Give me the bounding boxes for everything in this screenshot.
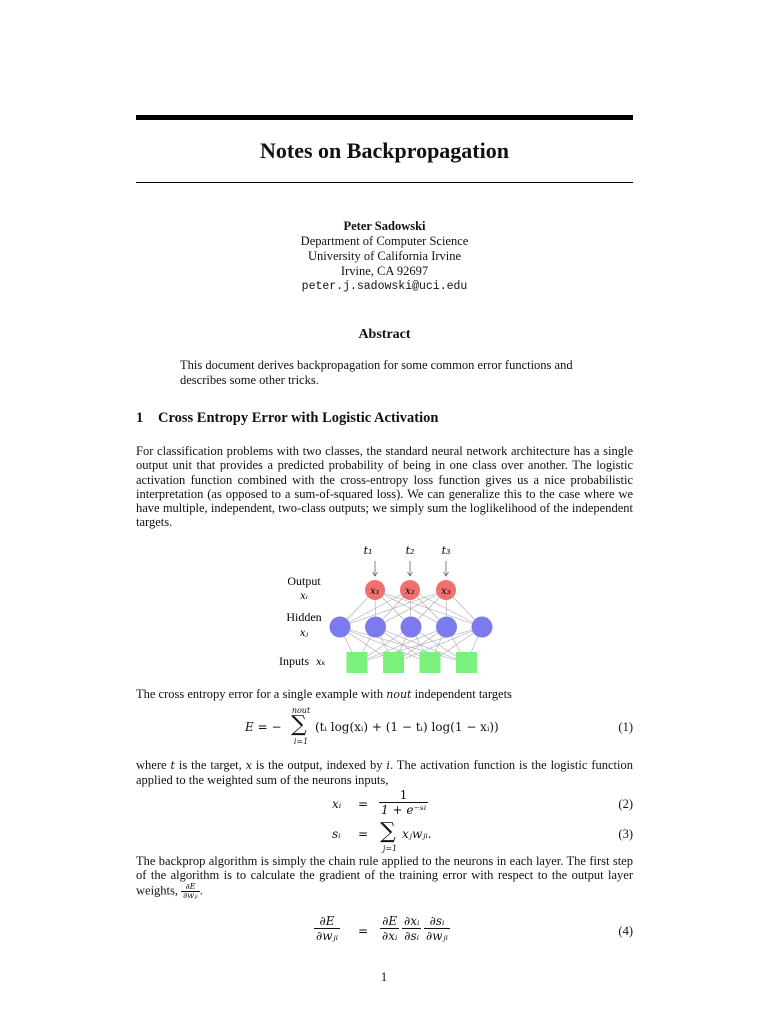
eq2-number: (2): [618, 797, 633, 811]
output-node-label: x₁: [370, 586, 380, 597]
section-heading: [136, 410, 438, 427]
eq3-number: (3): [618, 827, 633, 841]
section-title: Cross Entropy Error with Logistic Activation: [158, 410, 439, 426]
paragraph-chain-rule: The backprop algorithm is simply the chain rule applied to the neurons in each layer. The first step of the algorithm is to calculate the gradient of the training error with respect to the output layer weights, $\frac{\partial E}{\text{∂wⱼᵢ}}$ .: [136, 854, 633, 900]
eq3-equals: =: [358, 827, 369, 841]
eq1-lhs: E = −: [245, 720, 282, 734]
eq4-equals: =: [358, 924, 369, 938]
eq2-lhs: xᵢ: [332, 797, 342, 811]
eq4-term-2: $\frac{\text{∂xᵢ}}{\text{∂sᵢ}}$: [404, 914, 420, 943]
section-number: 1: [136, 410, 144, 426]
hidden-node: [330, 617, 351, 638]
edge-hidden-output: [375, 590, 482, 627]
hidden-node: [401, 617, 422, 638]
author-block: [136, 219, 633, 294]
eq4-term-3: ∂sᵢ ∂wⱼᵢ: [426, 914, 449, 943]
layer-label-output: Output: [287, 574, 321, 588]
eq2-numerator: 1: [379, 788, 428, 803]
eq3-lhs: sᵢ: [332, 827, 341, 841]
target-label-2: t₂: [405, 544, 415, 557]
paragraph-cross-entropy: The cross entropy error for a single example with nout independent targets: [136, 687, 512, 701]
eq2-denominator: 1 + e⁻ˢⁱ: [381, 803, 427, 817]
var-nout: nout: [386, 688, 412, 701]
network-nodes: [330, 580, 493, 673]
equation-3: [320, 819, 633, 856]
layer-var-inputs: xₖ: [316, 657, 326, 668]
paragraph-activation: where t is the target, x is the output, indexed by i. The activation function is the logistic function applied to the weighted sum of the neurons inputs,: [136, 758, 633, 788]
eq4-number: (4): [618, 924, 633, 938]
target-label-1: t₁: [363, 544, 373, 557]
author-location: Irvine, CA 92697: [340, 264, 429, 278]
eq1-body: (tᵢ log(xᵢ) + (1 − tᵢ) log(1 − xᵢ)): [315, 720, 499, 734]
output-node-label: x₃: [441, 586, 451, 597]
eq3-sum-bottom: j=1: [382, 844, 398, 853]
author-university: University of California Irvine: [307, 249, 462, 263]
target-label-3: t₃: [441, 544, 451, 557]
hidden-node: [436, 617, 457, 638]
abstract-text: This document derives backpropagation for some common error functions and describes some other tricks.: [180, 358, 573, 387]
input-node: [347, 652, 368, 673]
eq2-fraction: [379, 788, 428, 817]
equation-4: [314, 914, 633, 954]
eq1-sum-sign: ∑: [291, 712, 307, 737]
author-email[interactable]: peter.j.sadowski@uci.edu: [301, 280, 468, 293]
author-name: Peter Sadowski: [343, 219, 426, 233]
eq3-sum-sign: ∑: [380, 819, 396, 844]
eq1-sum-bottom: i=1: [293, 737, 309, 746]
output-node-label: x₂: [405, 586, 415, 597]
eq4-term-1: $\frac{\partial E}{\text{∂xᵢ}}$: [382, 914, 398, 943]
network-figure: [270, 538, 510, 680]
equation-2: [320, 788, 633, 822]
hidden-node: [365, 617, 386, 638]
title-rule-top: [136, 115, 633, 120]
page-number: 1: [380, 970, 388, 984]
eq1-number: (1): [618, 720, 633, 734]
layer-var-output: xᵢ: [300, 591, 308, 602]
equation-1: [245, 706, 633, 750]
eq4-lhs: ∂E ∂wⱼᵢ: [316, 914, 339, 943]
target-arrows: [373, 561, 449, 576]
input-node: [420, 652, 441, 673]
inline-gradient-fraction: $\frac{\partial E}{\text{∂wⱼᵢ}}$: [183, 881, 198, 900]
layer-label-inputs: Inputs: [279, 654, 309, 668]
layer-label-hidden: Hidden: [286, 610, 322, 624]
eq2-equals: =: [358, 797, 369, 811]
author-department: Department of Computer Science: [300, 234, 469, 248]
hidden-node: [472, 617, 493, 638]
input-node: [383, 652, 404, 673]
paragraph-intro: For classification problems with two classes, the standard neural network architecture has a single output unit that provides a predicted probability of being in one class over another. The logistic activation function combined with the cross-entropy loss function gives us a nice probabilistic interpretation (as opposed to a sum-of-squared loss). We can generalize this to the case where we have multiple, independent, two-class outputs; we simply sum the loglikelihood of the independent targets.: [136, 444, 633, 530]
eq3-body: xⱼwⱼᵢ.: [402, 827, 432, 841]
title-rule-bottom: [136, 182, 633, 183]
input-node: [456, 652, 477, 673]
abstract-heading: Abstract: [358, 327, 411, 342]
eq1-sum-top: nout: [291, 706, 311, 715]
layer-var-hidden: xⱼ: [299, 628, 309, 639]
paper-title: Notes on Backpropagation: [260, 138, 509, 163]
